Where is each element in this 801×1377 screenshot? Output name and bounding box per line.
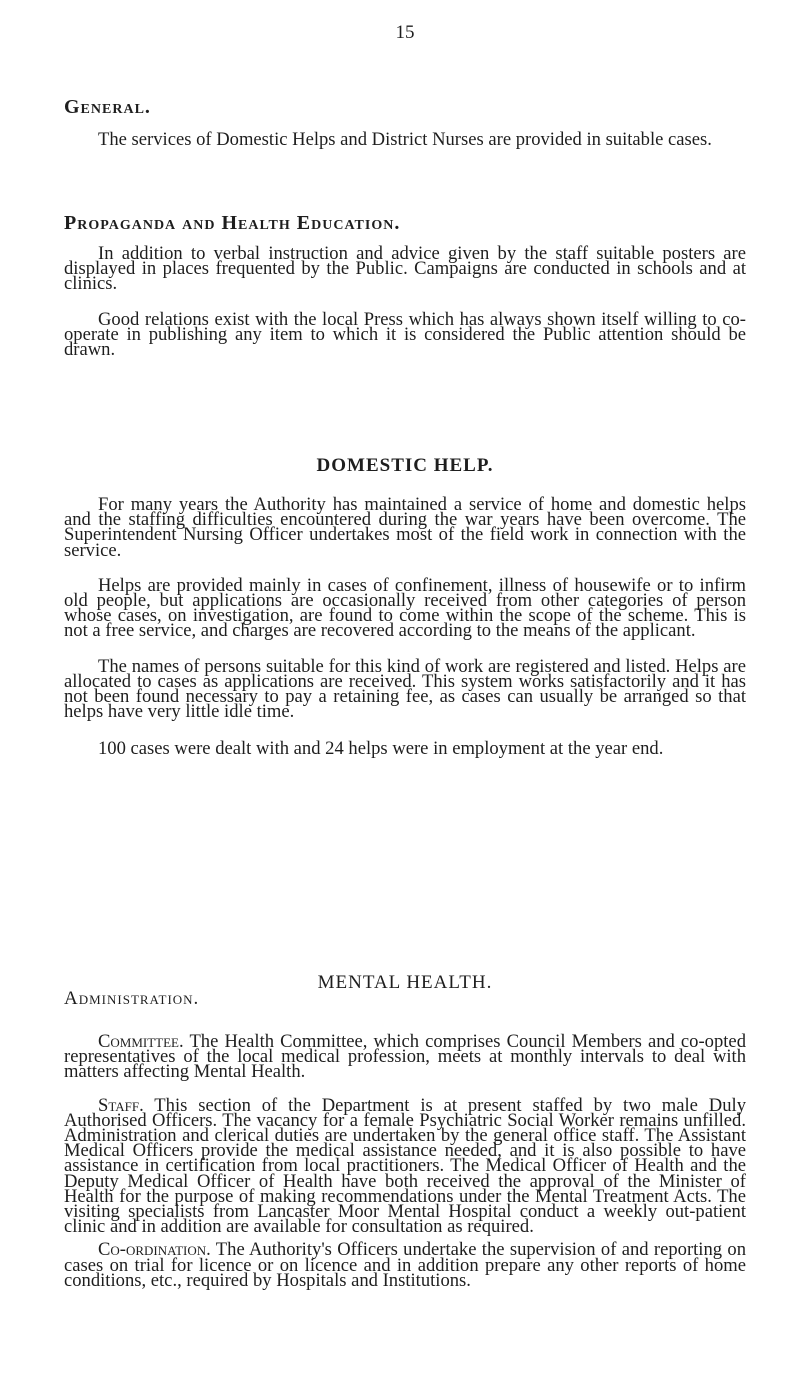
paragraph-domestic-help-3: The names of persons suitable for this kind of work are registered and listed. Helps are allocated to cases as applications are received. This system works satisfactorily and it has not been found necessary to pay a retaining fee, as cases can usually be arranged so that helps have very little idle time. (64, 655, 746, 723)
section-mental-health (64, 972, 746, 1291)
section-domestic-help (64, 455, 746, 760)
lead-staff: Staff. (98, 1094, 144, 1116)
heading-propaganda: Propaganda and Health Education. (64, 212, 401, 234)
text-coordination: The Authority's Officers undertake the supervision of and reporting on cases on trial for licence or on licence and in addition prepare any other reports of home conditions, etc., required by Hospitals and Institutions. (64, 1239, 746, 1291)
heading-mental-health: MENTAL HEALTH. (317, 972, 493, 993)
paragraph-domestic-help-1: For many years the Authority has maintained a service of home and domestic helps and the staffing difficulties encountered during the war years have been overcome. The Superintendent Nursing Officer undertakes most of the field work in connection with the service. (64, 494, 746, 561)
heading-administration: Administration. (64, 988, 200, 1009)
paragraph-propaganda-2: Good relations exist with the local Press which has always shown itself willing to co-operate in publishing any item to which it is considered the Public attention should be drawn. (64, 308, 746, 361)
lead-committee: Committee. (98, 1031, 184, 1052)
heading-general: General. (64, 96, 151, 118)
page-number: 15 (395, 22, 415, 43)
lead-coordination: Co-ordination. (98, 1239, 211, 1261)
section-propaganda (64, 212, 746, 361)
paragraph-staff (64, 1094, 746, 1238)
section-general (64, 96, 746, 150)
paragraph-propaganda-1: In addition to verbal instruction and advice given by the staff suitable posters are displayed in places frequented by the Public. Campaigns are conducted in schools and at clinics. (64, 243, 746, 295)
domestic-help-summary: 100 cases were dealt with and 24 helps were in employment at the year end. (98, 738, 664, 760)
heading-domestic-help: DOMESTIC HELP. (316, 455, 494, 476)
paragraph-committee (64, 1031, 746, 1083)
text-staff: This section of the Department is at present staffed by two male Duly Authorised Officers. The vacancy for a female Psychiatric Social Worker remains unfilled. Administration and clerical duties are undertaken by the general office staff. The Assistant Medical Officers provide the medical assistance needed, and it is also possible to have assistance in certification from local practitioners. The Medical Officer of Health and the Deputy Medical Officer of Health have both received the approval of the Minister of Health for the purpose of making recommendations under the Mental Treatment Acts. The visiting specialists from Lancaster Moor Mental Hospital conduct a weekly out-patient clinic and in addition are available for consultation as required. (64, 1094, 746, 1238)
paragraph-domestic-help-2: Helps are provided mainly in cases of confinement, illness of housewife or to infirm old people, but applications are occasionally received from other categories of person whose cases, on investigation, are found to come within the scope of the scheme. This is not a free service, and charges are recovered according to the means of the applicant. (64, 574, 746, 642)
paragraph-coordination (64, 1239, 746, 1291)
paragraph-general: The services of Domestic Helps and District Nurses are provided in suitable cases. (98, 129, 712, 150)
mental-health-header (64, 972, 746, 1009)
text-committee: The Health Committee, which comprises Council Members and co-opted representatives of the local medical profession, meets at monthly intervals to deal with matters affecting Mental Health. (64, 1031, 746, 1083)
